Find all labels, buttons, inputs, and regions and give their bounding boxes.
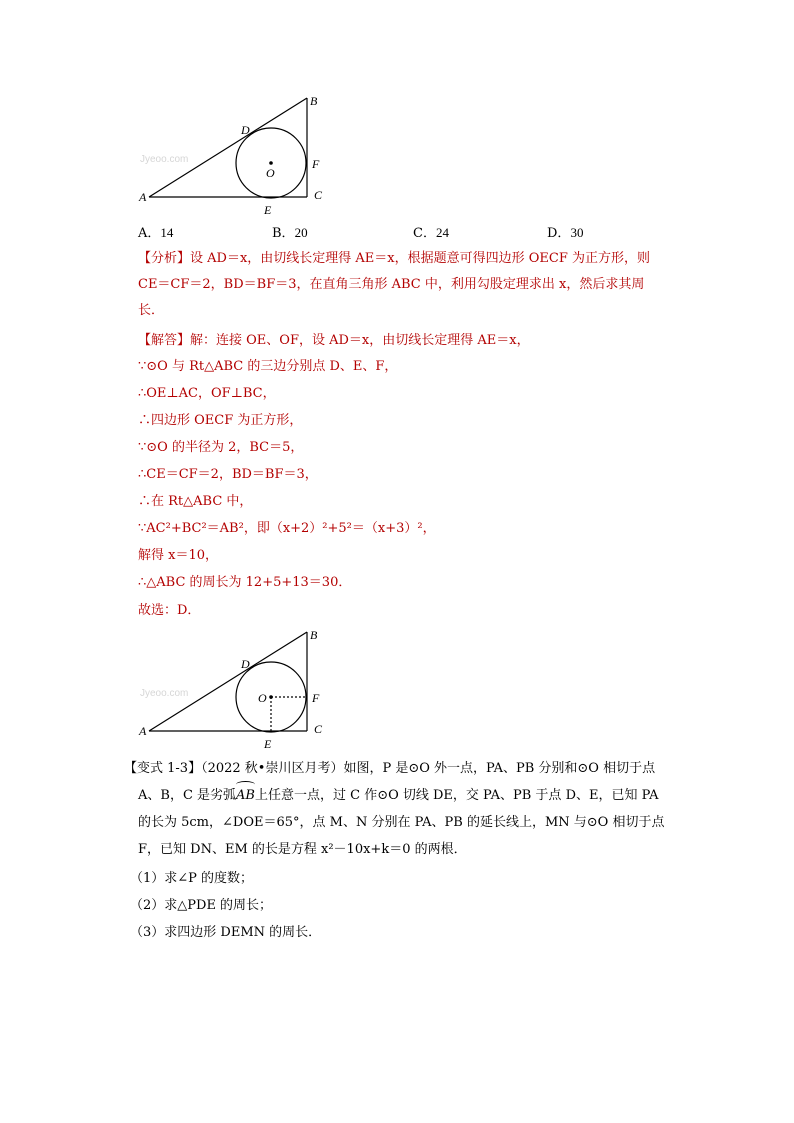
figure-triangle-incircle-1	[130, 88, 340, 218]
label-d: D	[241, 123, 250, 137]
problem-tag: 【变式 1-3】	[124, 761, 202, 776]
question-2: （2）求△PDE 的周长；	[130, 898, 273, 913]
label-c: C	[314, 188, 323, 202]
label-b-2: B	[310, 628, 318, 642]
arc-mark-icon	[236, 781, 255, 788]
side-ab	[149, 98, 307, 197]
figure-2-svg	[130, 622, 340, 752]
center-dot	[269, 161, 273, 165]
label-f: F	[312, 157, 320, 171]
solution-line-3: ∴OE⊥AC，OF⊥BC，	[138, 386, 276, 401]
solution-line-1: 【解答】解：连接 OE、OF，设 AD＝x，由切线长定理得 AE＝x，	[138, 333, 530, 348]
solution-line-7: ∴在 Rt△ABC 中，	[138, 494, 253, 509]
analysis-line-2: CE＝CF＝2，BD＝BF＝3，在直角三角形 ABC 中，利用勾股定理求出 x，然后求其周	[138, 277, 645, 292]
analysis-tag: 【分析】	[138, 251, 191, 266]
option-a: A．14	[138, 225, 174, 241]
answer-options	[138, 222, 738, 240]
label-f-2: F	[312, 691, 320, 705]
problem-line-4: F，已知 DN、EM 的长是方程 x²－10x+k＝0 的两根．	[138, 842, 467, 857]
label-e-2: E	[264, 737, 272, 751]
option-d: D．30	[547, 225, 584, 241]
solution-line-10: ∴△ABC 的周长为 12+5+13＝30．	[138, 575, 352, 590]
option-b: B．20	[272, 225, 308, 241]
option-c: C．24	[413, 225, 449, 241]
solution-line-5: ∵⊙O 的半径为 2，BC＝5，	[138, 440, 304, 455]
side-ab-2	[149, 632, 307, 731]
solution-line-8: ∵AC²+BC²＝AB²，即（x+2）²+5²＝（x+3）²，	[138, 521, 436, 536]
problem-line-2: A、B，C 是劣弧 AB上任意一点，过 C 作⊙O 切线 DE，交 PA、PB 于点 D、E，已知 PA	[138, 783, 718, 809]
solution-line-9: 解得 x＝10，	[138, 548, 219, 563]
label-a: A	[139, 190, 147, 204]
figure-1-watermark: Jyeoo.com	[140, 154, 189, 165]
problem-source: （2022 秋•崇川区月考）	[201, 761, 344, 776]
label-o: O	[266, 166, 275, 180]
question-1: （1）求∠P 的度数；	[130, 871, 254, 886]
problem-line-1: 【变式 1-3】（2022 秋•崇川区月考）如图，P 是⊙O 外一点，PA、PB 分别和⊙O 相切于点	[124, 761, 656, 776]
solution-line-2: ∵⊙O 与 Rt△ABC 的三边分别点 D、E、F，	[138, 359, 398, 374]
label-b: B	[310, 94, 318, 108]
figure-1-svg	[130, 88, 340, 218]
solution-tag: 【解答】	[138, 333, 191, 348]
center-dot-2	[269, 695, 273, 699]
figure-2-watermark: Jyeoo.com	[140, 688, 189, 699]
solution-line-6: ∴CE＝CF＝2，BD＝BF＝3，	[138, 467, 318, 482]
arc-ab: AB	[236, 783, 255, 809]
label-e: E	[264, 203, 272, 217]
problem-line-3: 的长为 5cm，∠DOE＝65°，点 M、N 分别在 PA、PB 的延长线上，MN 与⊙O 相切于点	[138, 815, 665, 830]
analysis-line-1: 【分析】设 AD＝x，由切线长定理得 AE＝x，根据题意可得四边形 OECF 为正方形，则	[138, 251, 651, 266]
label-c-2: C	[314, 722, 323, 736]
question-3: （3）求四边形 DEMN 的周长．	[130, 925, 322, 940]
analysis-line-3: 长．	[138, 303, 165, 318]
figure-triangle-incircle-2	[130, 622, 340, 752]
label-d-2: D	[241, 657, 250, 671]
solution-line-4: ∴四边形 OECF 为正方形，	[138, 413, 303, 428]
label-a-2: A	[139, 724, 147, 738]
solution-line-11: 故选：D．	[138, 603, 201, 618]
label-o-2: O	[258, 691, 267, 705]
